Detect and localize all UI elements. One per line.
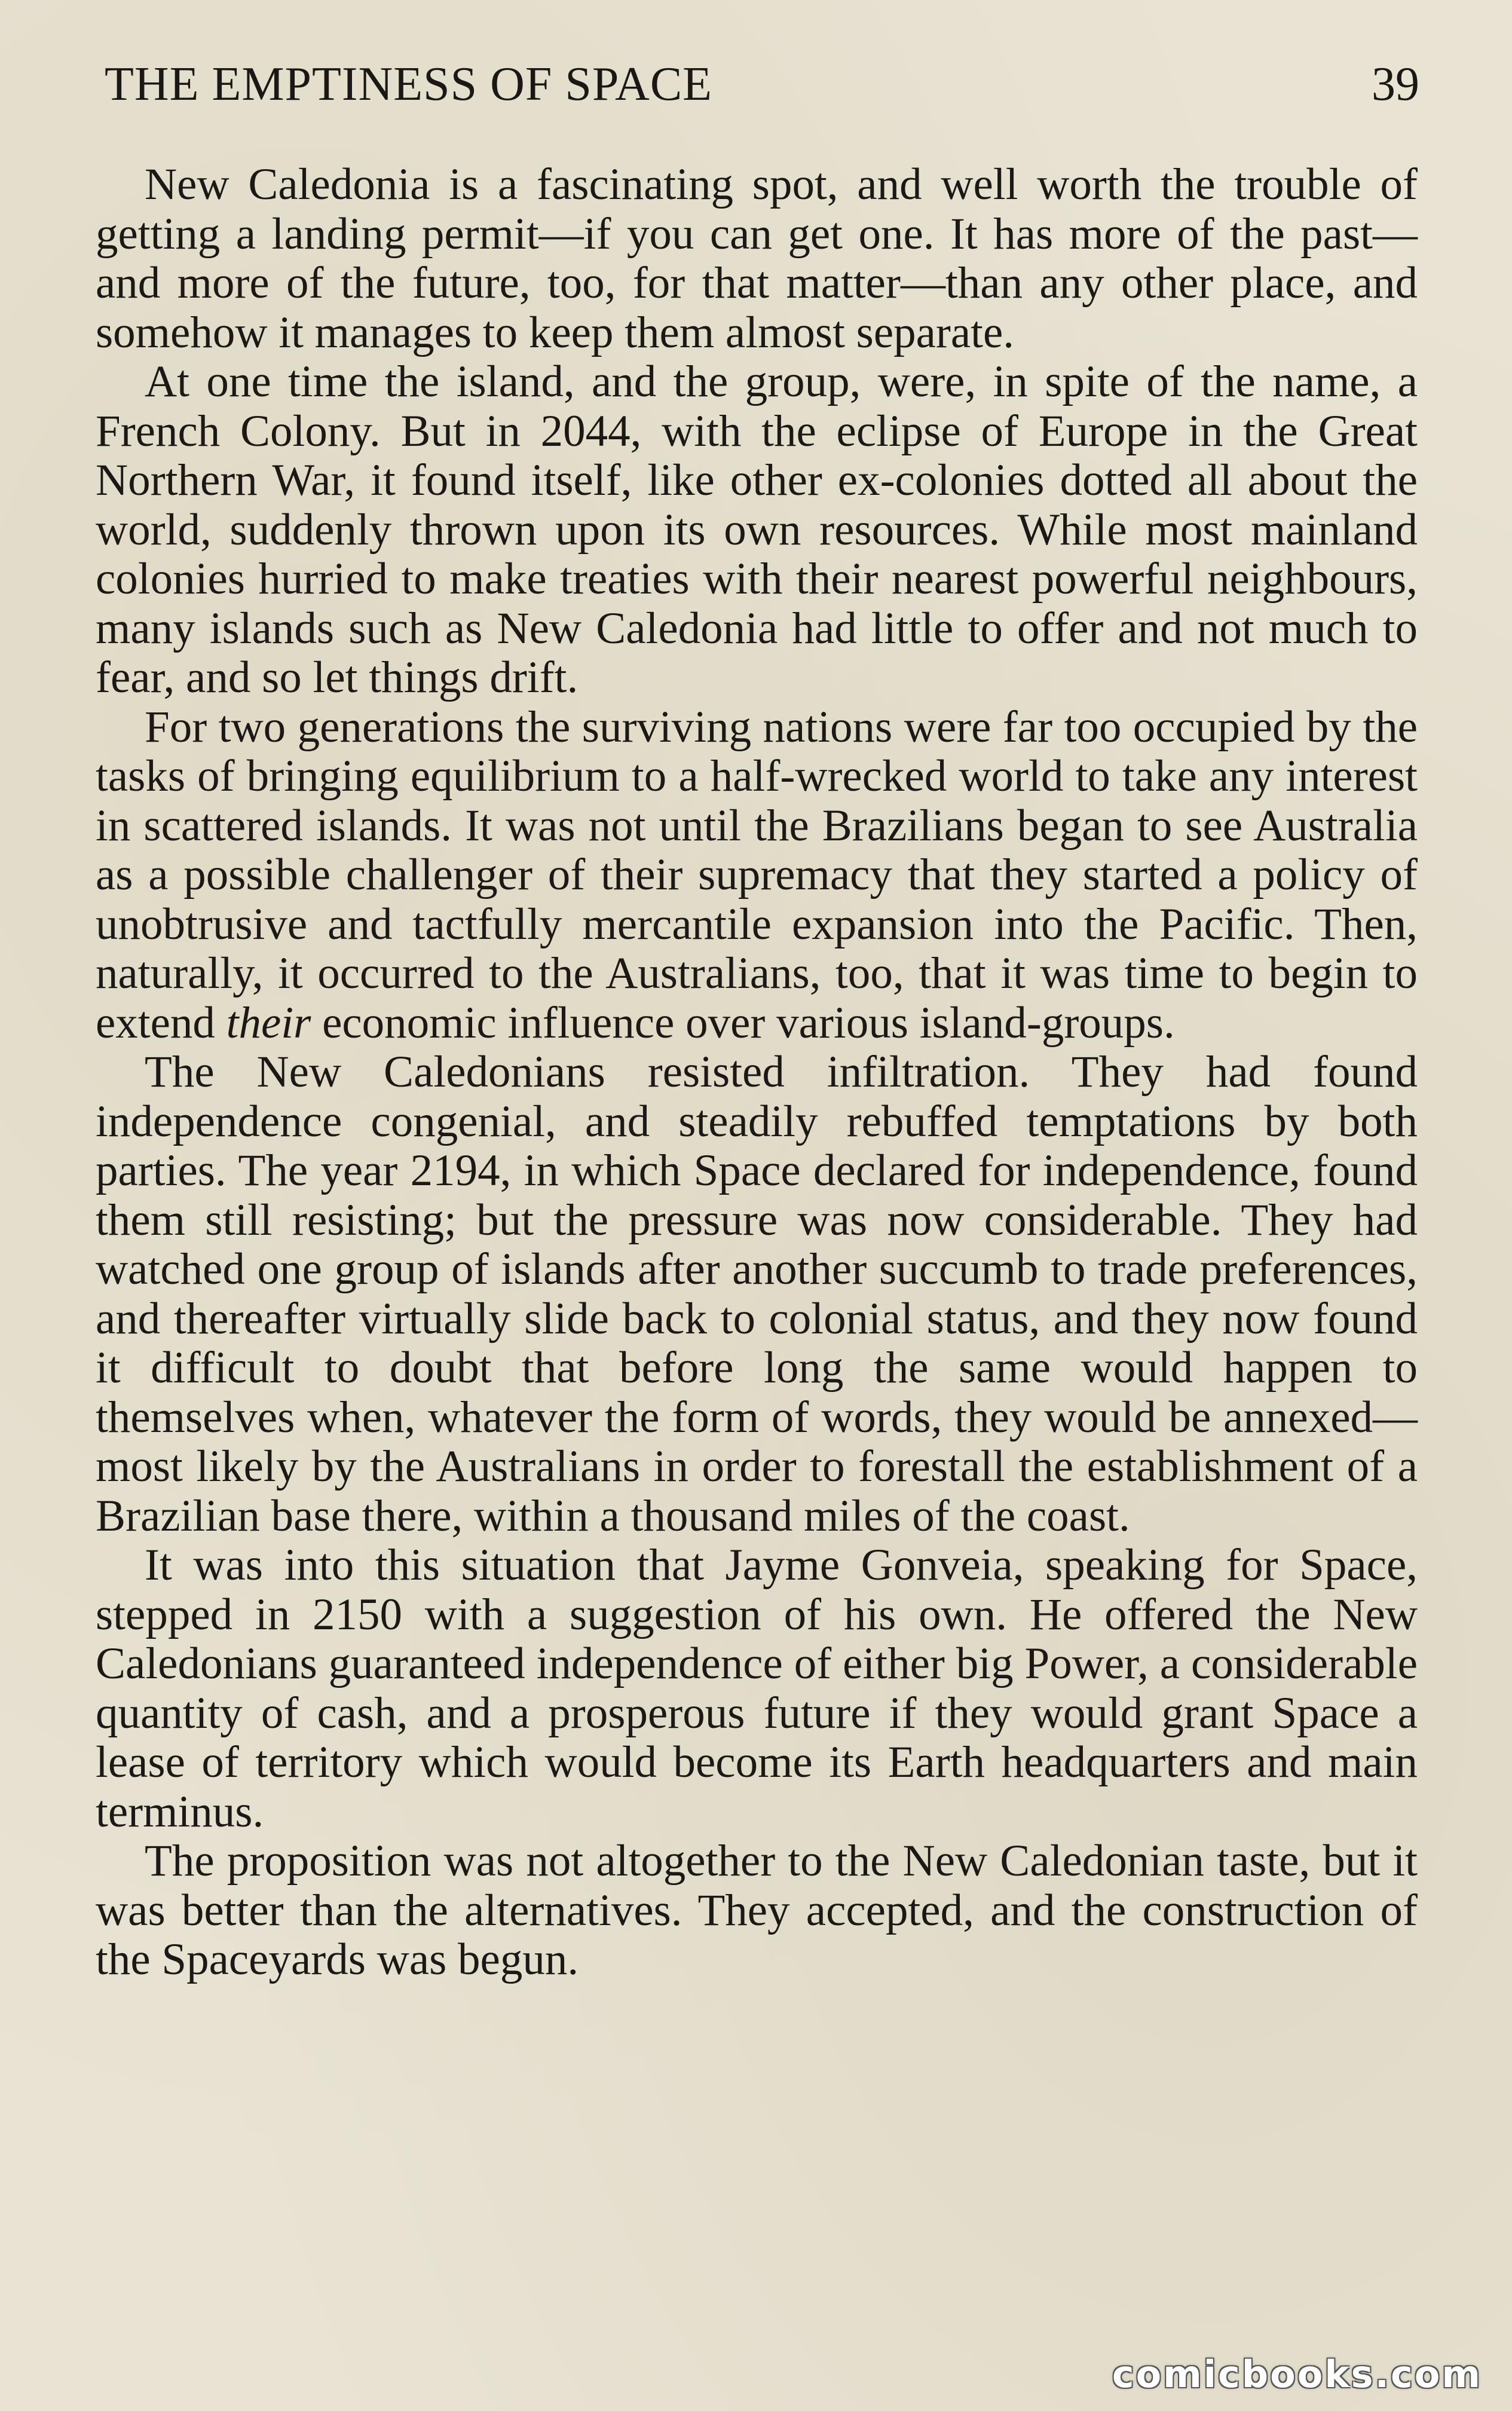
paragraph-1: New Caledonia is a fascinating spot, and well worth the trouble of getting a landing permit—if you can get one. It has more of the past—and more of the future, too, for that matter—than any other place, and somehow it manages to keep them almost separate. [96, 160, 1418, 357]
watermark: comicbooks.com [1112, 2352, 1482, 2396]
paragraph-3 [96, 703, 1418, 1048]
paragraph-2: At one time the island, and the group, were, in spite of the name, a French Colony. But in 2044, with the eclipse of Europe in the Great Northern War, it found itself, like other ex-colonies dotted all about the world, suddenly thrown upon its own resources. While most mainland colonies hurried to make treaties with their nearest powerful neighbours, many islands such as New Caledonia had little to offer and not much to fear, and so let things drift. [96, 357, 1418, 702]
paragraph-4: The New Caledonians resisted infiltration. They had found independence congenial, and steadily rebuffed temptations by both parties. The year 2194, in which Space declared for independence, found them still resisting; but the pressure was now considerable. They had watched one group of islands after another succumb to trade preferences, and thereafter virtually slide back to colonial status, and they now found it difficult to doubt that before long the same would happen to themselves when, whatever the form of words, they would be annexed—most likely by the Australians in order to forestall the establishment of a Brazilian base there, within a thousand miles of the coast. [96, 1047, 1418, 1541]
body-text [96, 160, 1418, 1985]
paragraph-3-emphasis: their [226, 998, 311, 1048]
paragraph-3-text-before: For two generations the surviving nations were far too occupied by the tasks of bringing equilibrium to a half-wrecked world to take any interest in scattered islands. It was not until the Brazilians began to see Australia as a possible challenger of their supremacy that they started a policy of unobtrusive and tactfully mercantile expansion into the Pacific. Then, naturally, it occurred to the Australians, too, that it was time to begin to extend [96, 702, 1418, 1048]
paragraph-5: It was into this situation that Jayme Gonveia, speaking for Space, stepped in 2150 with a suggestion of his own. He offered the New Caledonians guaranteed independence of either big Power, a considerable quantity of cash, and a prosperous future if they would grant Space a lease of territory which would become its Earth headquarters and main terminus. [96, 1540, 1418, 1837]
running-head [105, 57, 1419, 117]
paragraph-3-text-after: economic influence over various island-groups. [311, 998, 1175, 1048]
running-title: THE EMPTINESS OF SPACE [105, 58, 713, 111]
paragraph-6: The proposition was not altogether to the New Caledonian taste, but it was better than the alternatives. They accepted, and the construction of the Spaceyards was begun. [96, 1836, 1418, 1984]
page-number: 39 [1372, 58, 1419, 111]
